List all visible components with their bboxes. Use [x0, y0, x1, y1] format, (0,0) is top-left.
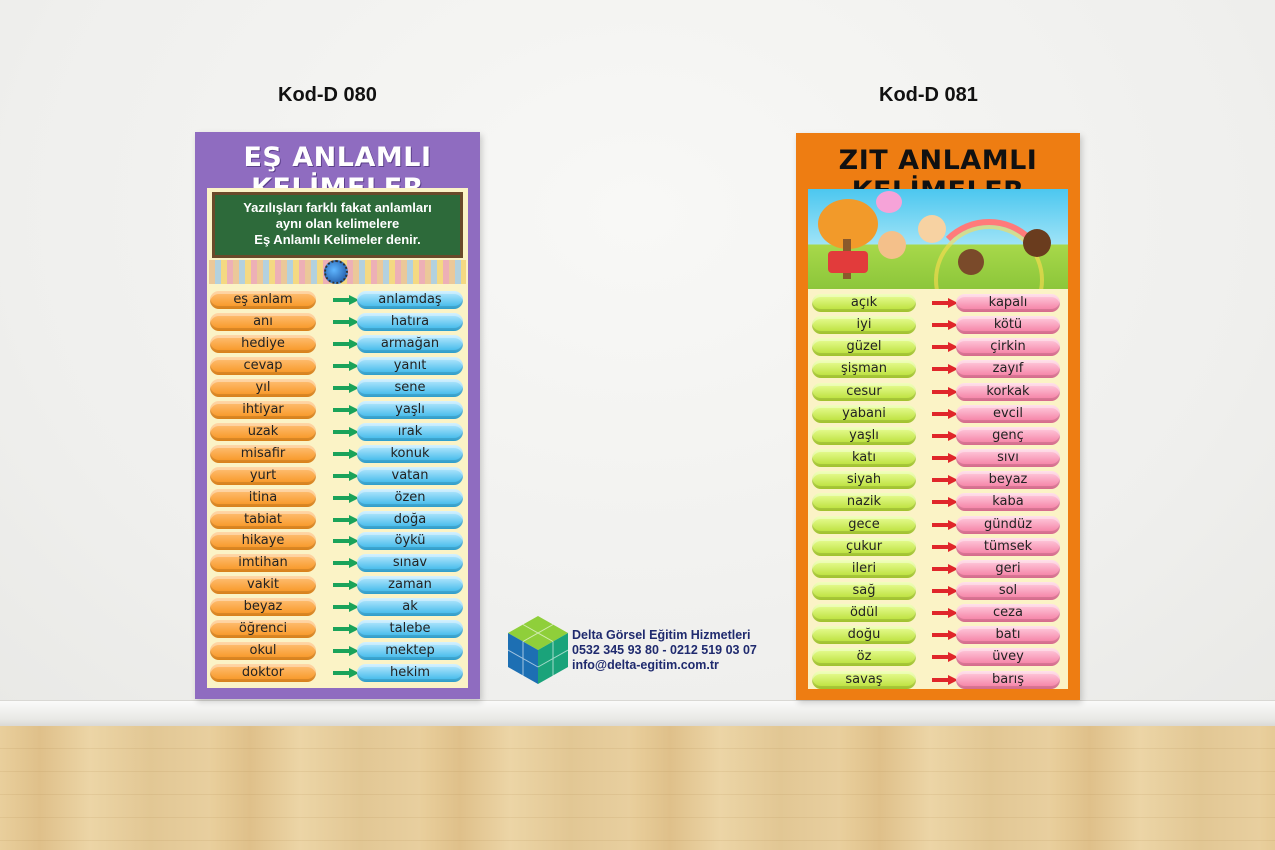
arrow-right-icon [333, 580, 359, 590]
word-pair-row [808, 449, 1068, 471]
arrow-right-icon [932, 475, 958, 485]
word-left: hediye [210, 335, 316, 353]
globe-icon [324, 260, 348, 284]
product-code-left: Kod-D 080 [278, 84, 377, 106]
word-pair-row [207, 467, 468, 489]
word-right: üvey [956, 648, 1060, 666]
word-pair-row [207, 357, 468, 379]
word-right: batı [956, 626, 1060, 644]
child-icon [1023, 229, 1051, 257]
arrow-right-icon [333, 317, 359, 327]
word-right: hatıra [357, 313, 463, 331]
arrow-right-icon [932, 364, 958, 374]
word-right: çirkin [956, 338, 1060, 356]
word-left: uzak [210, 423, 316, 441]
word-right: anlamdaş [357, 291, 463, 309]
word-left: yurt [210, 467, 316, 485]
word-pair-row [207, 445, 468, 467]
word-right: armağan [357, 335, 463, 353]
word-pair-row [207, 291, 468, 313]
word-right: hekim [357, 664, 463, 682]
product-code-right: Kod-D 081 [879, 84, 978, 106]
word-pair-row [808, 538, 1068, 560]
word-right: beyaz [956, 471, 1060, 489]
child-icon [958, 249, 984, 275]
word-left: ileri [812, 560, 916, 578]
word-left: doktor [210, 664, 316, 682]
word-left: şişman [812, 360, 916, 378]
arrow-right-icon [932, 586, 958, 596]
word-right: yanıt [357, 357, 463, 375]
word-right: mektep [357, 642, 463, 660]
word-pair-row [207, 313, 468, 335]
board-line-3: Eş Anlamlı Kelimeler denir. [254, 232, 421, 247]
word-pair-row [808, 560, 1068, 582]
delta-logo-icon [508, 616, 568, 684]
arrow-right-icon [333, 295, 359, 305]
word-pair-row [808, 471, 1068, 493]
word-left: misafir [210, 445, 316, 463]
word-left: nazik [812, 493, 916, 511]
definition-board [212, 192, 463, 258]
word-pair-row [808, 338, 1068, 360]
word-right: kötü [956, 316, 1060, 334]
word-pair-row [207, 379, 468, 401]
word-pair-row [207, 532, 468, 554]
word-pair-row [808, 516, 1068, 538]
word-pair-row [808, 671, 1068, 693]
word-right: gündüz [956, 516, 1060, 534]
poster-body [808, 189, 1068, 689]
arrow-right-icon [333, 405, 359, 415]
word-left: doğu [812, 626, 916, 644]
word-right: zaman [357, 576, 463, 594]
word-pair-row [207, 620, 468, 642]
word-pair-row [207, 642, 468, 664]
arrow-right-icon [932, 520, 958, 530]
word-pair-row [808, 493, 1068, 515]
word-left: sağ [812, 582, 916, 600]
word-right: tümsek [956, 538, 1060, 556]
word-left: yaşlı [812, 427, 916, 445]
word-left: güzel [812, 338, 916, 356]
word-left: imtihan [210, 554, 316, 572]
arrow-right-icon [932, 409, 958, 419]
word-pair-row [808, 383, 1068, 405]
company-info [572, 628, 757, 673]
word-right: talebe [357, 620, 463, 638]
word-left: siyah [812, 471, 916, 489]
word-left: cevap [210, 357, 316, 375]
board-line-1: Yazılışları farklı fakat anlamları [243, 200, 432, 215]
word-pair-row [207, 598, 468, 620]
word-left: hikaye [210, 532, 316, 550]
arrow-right-icon [333, 536, 359, 546]
word-left: katı [812, 449, 916, 467]
word-right: sene [357, 379, 463, 397]
child-icon [918, 215, 946, 243]
word-right: geri [956, 560, 1060, 578]
word-right: kapalı [956, 294, 1060, 312]
word-pair-row [808, 604, 1068, 626]
arrow-right-icon [932, 342, 958, 352]
arrow-right-icon [932, 431, 958, 441]
antonyms-poster[interactable] [796, 133, 1080, 700]
arrow-right-icon [932, 453, 958, 463]
word-pair-row [808, 626, 1068, 648]
company-phone: 0532 345 93 80 - 0212 519 03 07 [572, 643, 757, 657]
arrow-right-icon [333, 646, 359, 656]
word-left: öz [812, 648, 916, 666]
arrow-right-icon [932, 298, 958, 308]
word-left: anı [210, 313, 316, 331]
word-left: yıl [210, 379, 316, 397]
arrow-right-icon [333, 427, 359, 437]
word-pair-row [808, 360, 1068, 382]
word-right: öykü [357, 532, 463, 550]
arrow-right-icon [333, 668, 359, 678]
baseboard [0, 700, 1275, 727]
word-pair-row [808, 427, 1068, 449]
word-right: vatan [357, 467, 463, 485]
word-left: öğrenci [210, 620, 316, 638]
arrow-right-icon [333, 515, 359, 525]
company-name: Delta Görsel Eğitim Hizmetleri [572, 628, 751, 642]
arrow-right-icon [333, 383, 359, 393]
word-left: eş anlam [210, 291, 316, 309]
word-pair-row [207, 423, 468, 445]
arrow-right-icon [932, 675, 958, 685]
word-right: kaba [956, 493, 1060, 511]
word-right: sınav [357, 554, 463, 572]
word-right: ceza [956, 604, 1060, 622]
word-left: çukur [812, 538, 916, 556]
word-left: savaş [812, 671, 916, 689]
word-pair-row [808, 316, 1068, 338]
word-left: iyi [812, 316, 916, 334]
poster-title: ZIT ANLAMLI [838, 145, 1038, 176]
arrow-right-icon [333, 602, 359, 612]
word-pair-row [207, 576, 468, 598]
balloon-icon [876, 191, 902, 213]
arrow-right-icon [333, 361, 359, 371]
word-pair-row [808, 648, 1068, 670]
board-line-2: aynı olan kelimelere [275, 216, 400, 231]
arrow-right-icon [333, 339, 359, 349]
synonyms-poster[interactable] [195, 132, 480, 699]
arrow-right-icon [932, 320, 958, 330]
playground-illustration [808, 189, 1068, 289]
word-right: yaşlı [357, 401, 463, 419]
word-right: genç [956, 427, 1060, 445]
arrow-right-icon [932, 387, 958, 397]
word-right: ak [357, 598, 463, 616]
word-right: sol [956, 582, 1060, 600]
toy-train-icon [828, 251, 868, 273]
word-pair-row [207, 664, 468, 686]
arrow-right-icon [932, 652, 958, 662]
word-pair-row [207, 335, 468, 357]
child-icon [878, 231, 906, 259]
word-right: sıvı [956, 449, 1060, 467]
word-right: özen [357, 489, 463, 507]
arrow-right-icon [333, 624, 359, 634]
word-left: yabani [812, 405, 916, 423]
poster-body [207, 188, 468, 688]
word-pair-row [808, 582, 1068, 604]
word-right: doğa [357, 511, 463, 529]
word-pair-row [808, 405, 1068, 427]
word-left: beyaz [210, 598, 316, 616]
word-pair-row [808, 294, 1068, 316]
arrow-right-icon [932, 608, 958, 618]
word-right: ırak [357, 423, 463, 441]
word-left: ihtiyar [210, 401, 316, 419]
word-right: konuk [357, 445, 463, 463]
word-pair-row [207, 489, 468, 511]
arrow-right-icon [932, 497, 958, 507]
word-pair-row [207, 401, 468, 423]
arrow-right-icon [932, 630, 958, 640]
word-left: ödül [812, 604, 916, 622]
word-pair-row [207, 554, 468, 576]
word-left: tabiat [210, 511, 316, 529]
poster-title: EŞ ANLAMLI [243, 142, 432, 173]
arrow-right-icon [932, 542, 958, 552]
arrow-right-icon [333, 471, 359, 481]
arrow-right-icon [333, 558, 359, 568]
company-email[interactable]: info@delta-egitim.com.tr [572, 658, 719, 672]
word-left: vakit [210, 576, 316, 594]
word-pair-row [207, 511, 468, 533]
word-right: evcil [956, 405, 1060, 423]
word-left: cesur [812, 383, 916, 401]
word-right: barış [956, 671, 1060, 689]
wooden-floor [0, 726, 1275, 850]
arrow-right-icon [333, 493, 359, 503]
word-right: korkak [956, 383, 1060, 401]
word-left: itina [210, 489, 316, 507]
word-left: gece [812, 516, 916, 534]
arrow-right-icon [932, 564, 958, 574]
word-left: okul [210, 642, 316, 660]
arrow-right-icon [333, 449, 359, 459]
word-left: açık [812, 294, 916, 312]
word-right: zayıf [956, 360, 1060, 378]
